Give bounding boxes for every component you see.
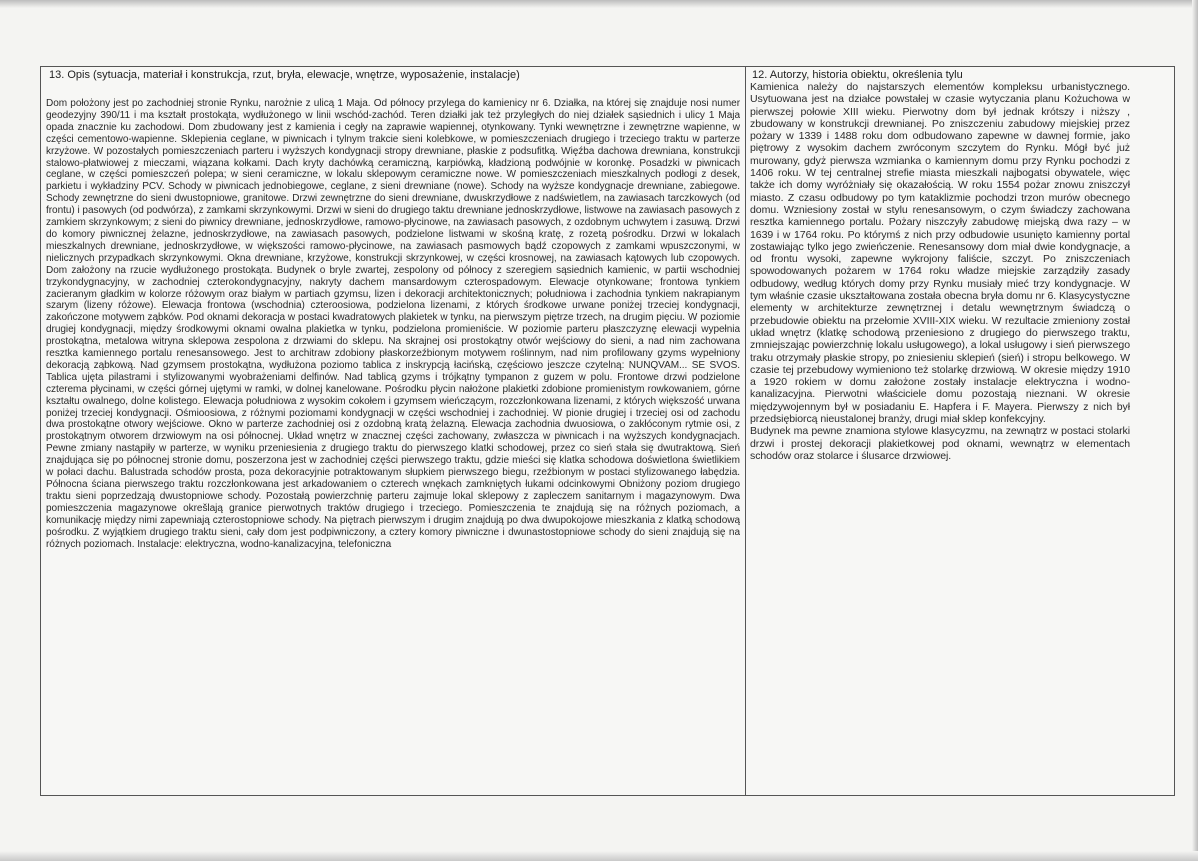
description-section: [46, 69, 740, 789]
scan-edge-right: [1192, 0, 1198, 861]
history-section: [750, 69, 1130, 789]
history-body-paragraph-2: Budynek ma pewne znamiona stylowe klasycyzmu, na zewnątrz w postaci stolarki drzwi i prostej dekoracji plakietkowej pod oknami, wewnątrz w elementach schodów oraz stolarce i ślusarce drzwiowej.: [750, 425, 1130, 462]
description-heading: 13. Opis (sytuacja, materiał i konstrukcja, rzut, bryła, elewacje, wnętrze, wyposażenie, instalacje): [49, 69, 520, 81]
scan-edge-bottom: [0, 851, 1198, 861]
column-divider: [745, 66, 746, 796]
scan-edge-top: [0, 0, 1198, 8]
description-body: Dom położony jest po zachodniej stronie Rynku, narożnie z ulicą 1 Maja. Od północy przylega do kamienicy nr 6. Działka, na której się znajduje nosi numer geodezyjny 390/11 i ma kształt prostokąta, wydłużonego w linii wschód-zachód. Teren działki jak też przyległych do niej działek sąsiednich i ulicy 1 Maja opada znacznie ku zachodowi. Dom zbudowany jest z kamienia i cegły na zaprawie wapiennej, otynkowany. Tynki wewnętrzne i zewnętrzne wapienne, w części cementowo-wapienne. Sklepienia ceglane, w piwnicach i tylnym trakcie sieni kolebkowe, w pomieszczeniach drugiego i trzeciego traktu w parterze krzyżowe. W pozostałych pomieszczeniach parteru i wyższych kondygnacji stropy drewniane, płaskie z podsufitką. Więźba dachowa drewniana, konstrukcji stalowo-płatwiowej z mieczami, wiązana kołkami. Dach kryty dachówką ceramiczną, karpiówką, kładzioną podwójnie w koronkę. Posadzki w piwnicach ceglane, w części pomieszczeń polepa; w sieni ceramiczne, w lokalu sklepowym ceramiczne nowe. W pomieszczeniach mieszkalnych podłogi z desek, parkietu i wykładziny PCV. Schody w piwnicach jednobiegowe, ceglane, z sieni drewniane (nowe). Schody na wyższe kondygnacje drewniane, zabiegowe. Schody zewnętrzne do sieni dwustopniowe, granitowe. Drzwi zewnętrzne do sieni drewniane, dwuskrzydłowe z nadświetlem, na zawiasach tarczkowych (od frontu) i pasowych (od podwórza), z zamkami skrzynkowymi. Drzwi w sieni do drugiego taktu drewniane jednoskrzydłowe, listwowe na zawiasach pasowych z zamkiem skrzynkowym; z sieni do piwnicy drewniane, jednoskrzydłowe, ramowo-płycinowe, na zawiasach pasowych, z ozdobnym uchwytem i zasuwą. Drzwi do komory piwnicznej żelazne, jednoskrzydłowe, na zawiasach pasowych, podzielone listwami w skośną kratę, z rozetą pośrodku. Drzwi w lokalach mieszkalnych drewniane, jednoskrzydłowe, w większości ramowo-płycinowe, na zawiasach pasmowych bądź czopowych z zamkami wpuszczonymi, w nielicznych przypadkach skrzynkowymi. Okna drewniane, krzyżowe, konstrukcji skrzynkowej, w części krosnowej, na zawiasach kątowych lub czopowych. Dom założony na rzucie wydłużonego prostokąta. Budynek o bryle zwartej, zespolony od północy z szeregiem sąsiednich kamienic, w partii wschodniej trzykondygnacyjny, w zachodniej czterokondygnacyjny, nakryty dachem mansardowym czterospadowym. Elewacje otynkowane; frontowa tynkiem zacieranym gładkim w kolorze różowym oraz białym w partiach gzymsu, lizen i dekoracji architektonicznych; południowa i zachodnia tynkiem nakrapianym szarym (lizeny różowe). Elewacja frontowa (wschodnia) czteroosiowa, podzielona lizenami, z których środkowe urwane poniżej trzeciej kondygnacji, zakończone motywem ząbków. Pod oknami dekoracja w postaci kwadratowych plakietek w tynku, na pierwszym piętrze trzech, na drugim pięciu. W poziomie drugiej kondygnacji, między środkowymi oknami owalna plakietka w tynku, podzielona promieniście. W poziomie parteru płaszczyznę elewacji wypełnia prostokątna, metalowa witryna sklepowa zespolona z drzwiami do sklepu. Na skrajnej osi prostokątny otwór wejściowy do sieni, a nad nim zachowana resztka kamiennego portalu renesansowego. Jest to architraw zdobiony płaskorzeźbionym motywem roślinnym, nad nim profilowany gzyms wypełniony dekoracją ząbkową. Nad gzymsem prostokątna, wydłużona poziomo tablica z inskrypcją łacińską, częściowo jeszcze czytelną: NUNQVAM... SE SVOS. Tablica ujęta pilastrami i stylizowanymi wyobrażeniami delfinów. Nad tablicą gzyms i trójkątny tympanon z guzem w polu. Frontowe drzwi podzielone czterema płycinami, w części górnej ujętymi w ramki, w dolnej kanelowane. Pośrodku płycin nałożone plakietki zdobione promienistym rowkowaniem, górne kształtu owalnego, dolne kolistego. Elewacja południowa z wysokim cokołem i gzymsem wieńczącym, rozczłonkowana lizenami, z których większość urwana poniżej trzeciej kondygnacji. Ośmioosiowa, z różnymi poziomami kondygnacji w części wschodniej i zachodniej. W pionie drugiej i trzeciej osi od zachodu dwa prostokątne otwory wejściowe. Okno w parterze zachodniej osi z ozdobną kratą żelazną. Elewacja zachodnia dwuosiowa, o zakłóconym rytmie osi, z prostokątnym otworem drzwiowym na osi północnej. Układ wnętrz w znacznej części zachowany, zwłaszcza w piwnicach i na wyższych kondygnacjach. Pewne zmiany nastąpiły w parterze, w wyniku przeniesienia z drugiego traktu do pierwszego klatki schodowej, przez co sień stała się dwutraktową. Sień znajdująca się po północnej stronie domu, poszerzona jest w zachodniej części pierwszego traktu, gdzie mieści się klatka schodowa doświetlona świetlikiem w połaci dachu. Balustrada schodów prosta, poza dekoracyjnie potraktowanym słupkiem pierwszego biegu, rzeźbionym w postaci stylizowanego łabędzia. Północna ściana pierwszego traktu rozczłonkowana jest arkadowaniem o czterech wnękach zamkniętych łukami odcinkowymi Obniżony poziom drugiego traktu sieni poprzedzają dwustopniowe schody. Pozostałą powierzchnię parteru zajmuje lokal sklepowy z zapleczem sanitarnym i magazynowym. Dwa pomieszczenia magazynowe okrešlają granice pierwotnych traktów drugiego i trzeciego. Pomieszczenia te znajdują się na różnych poziomach, a komunikację między nimi zapewniają czterostopniowe schody. Na piętrach pierwszym i drugim znajdują po dwa dwupokojowe mieszkania z klatką schodową pośrodku. Z wyjątkiem drugiego traktu sieni, cały dom jest podpiwniczony, a cztery komory piwniczne i dwunastostopniowe schody do sieni znajdują się na różnych poziomach. Instalacje: elektryczna, wodno-kanalizacyjna, telefoniczna: [46, 98, 740, 550]
history-heading: 12. Autorzy, historia obiektu, określenia tylu: [752, 69, 963, 81]
history-body-paragraph-1: Kamienica należy do najstarszych elementów kompleksu urbanistycznego. Usytuowana jest na działce powstałej w czasie wytyczania planu Kożuchowa w pierwszej połowie XIII wieku. Pierwotny dom był jednak krótszy i niższy , zbudowany w konstrukcji drewnianej. Po zniszczeniu zabudowy miejskiej przez pożary w 1339 i 1488 roku dom odbudowano zapewne w dawnej formie, jako piętrowy z wysokim dachem zwróconym szczytem do Rynku. Mógł być już murowany, gdyż pierwsza wzmianka o kamiennym domu przy Rynku pochodzi z 1406 roku. W tej centralnej strefie miasta mieszkali najbogatsi obywatele, więc także ich domy wyróżniały się okazałością. W roku 1554 pożar znowu zniszczył miasto. Z czasu odbudowy po tym kataklizmie pochodzi trzon murów obecnego domu. Wzniesiony został w stylu renesansowym, o czym świadczy zachowana resztka kamiennego portalu. Pożary niszczyły zabudowę miejską dwa razy – w 1639 i w 1764 roku. Po którymś z nich przy odbudowie usunięto kamienny portal zostawiając tylko jego zwieńczenie. Renesansowy dom miał dwie kondygnacje, a od frontu wysoki, zapewne wykrojony faliście, szczyt. Po zniszczeniach spowodowanych pożarem w 1764 roku władze miejskie zarządziły zasady odbudowy, według których domy przy Rynku musiały mieć trzy kondygnacje. W tym właśnie czasie ukształtowana została obecna bryła domu nr 6. Klasycystyczne elementy w architekturze zewnętrznej i detalu wewnętrznym świadczą o przebudowie obiektu na przełomie XVIII-XIX wieku. W rezultacie zmieniony został układ wnętrz (klatkę schodową przeniesiono z drugiego do pierwszego traktu, zmniejszając powierzchnię lokalu usługowego), a lokal usługowy i sień pierwszego traku otrzymały płaskie stropy, po zniesieniu sklepień (sień) i stropu belkowego. W czasie tej przebudowy wymieniono też stolarkę drzwiową. W okresie między 1910 a 1920 rokiem w domu założone zostały instalacje elektryczna i wodno-kanalizacyjna. Pierwotni właściciele domu pozostają nieznani. W okresie międzywojennym był w posiadaniu E. Hapfera i F. Mayera. Pierwszy z nich był przedsiębiorcą nieustalonej branży, drugi miał sklep konfekcyjny.: [750, 81, 1130, 426]
